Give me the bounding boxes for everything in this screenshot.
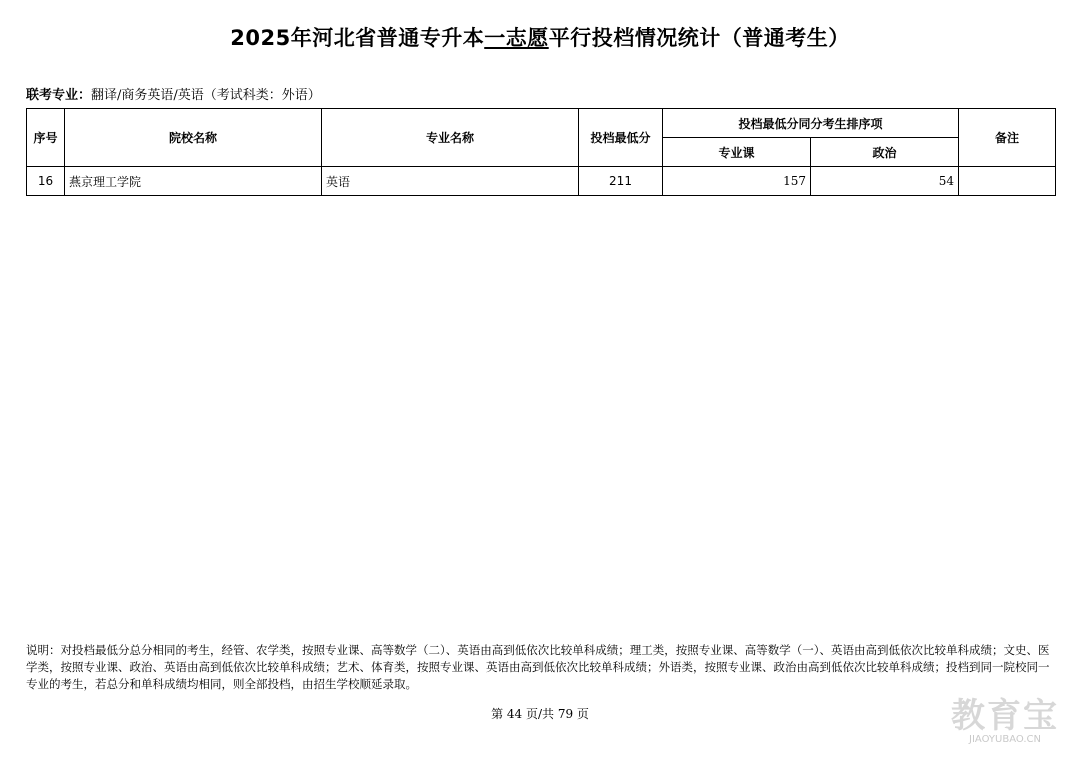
- header-remark: 备注: [959, 109, 1056, 167]
- header-min-score: 投档最低分: [579, 109, 663, 167]
- cell-seq: 16: [27, 167, 65, 196]
- header-major: 专业名称: [322, 109, 579, 167]
- admission-table: [26, 108, 1056, 196]
- watermark-text: 教育宝: [951, 696, 1059, 736]
- cell-major-course: 157: [663, 167, 811, 196]
- header-tiebreak-group: 投档最低分同分考生排序项: [663, 109, 959, 138]
- page-number: 第 44 页/共 79 页: [491, 707, 589, 721]
- major-value: 翻译/商务英语/英语（考试科类：外语）: [91, 88, 321, 103]
- header-school: 院校名称: [65, 109, 322, 167]
- watermark-logo: [946, 688, 1064, 752]
- watermark-url: JIAOYUBAO.CN: [969, 734, 1041, 745]
- header-row-1: [27, 109, 1056, 138]
- title-underlined: 一志愿: [484, 26, 549, 50]
- cell-remark: [959, 167, 1056, 196]
- major-label: 联考专业：: [26, 88, 92, 103]
- cell-major: 英语: [322, 167, 579, 196]
- cell-min-score: 211: [579, 167, 663, 196]
- footnote: 说明：对投档最低分总分相同的考生，经管、农学类，按照专业课、高等数学（二）、英语由高到低依次比较单科成绩；理工类，按照专业课、高等数学（一）、英语由高到低依次比较单科成绩；文史、医学类，按照专业课、政治、英语由高到低依次比较单科成绩；艺术、体育类，按照专业课、英语由高到低依次比较单科成绩；外语类，按照专业课、政治由高到低依次比较单科成绩；投档到同一院校同一专业的考生，若总分和单科成绩均相同，则全部投档，由招生学校顺延录取。: [26, 643, 1050, 691]
- cell-school: 燕京理工学院: [65, 167, 322, 196]
- header-seq: 序号: [27, 109, 65, 167]
- page-title: [0, 22, 1080, 52]
- title-suffix: 平行投档情况统计（普通考生）: [548, 26, 850, 50]
- title-prefix: 2025年河北省普通专升本: [230, 26, 485, 50]
- header-major-course: 专业课: [663, 138, 811, 167]
- header-politics: 政治: [811, 138, 959, 167]
- major-info: [26, 84, 321, 103]
- cell-politics: 54: [811, 167, 959, 196]
- table-row: [27, 167, 1056, 196]
